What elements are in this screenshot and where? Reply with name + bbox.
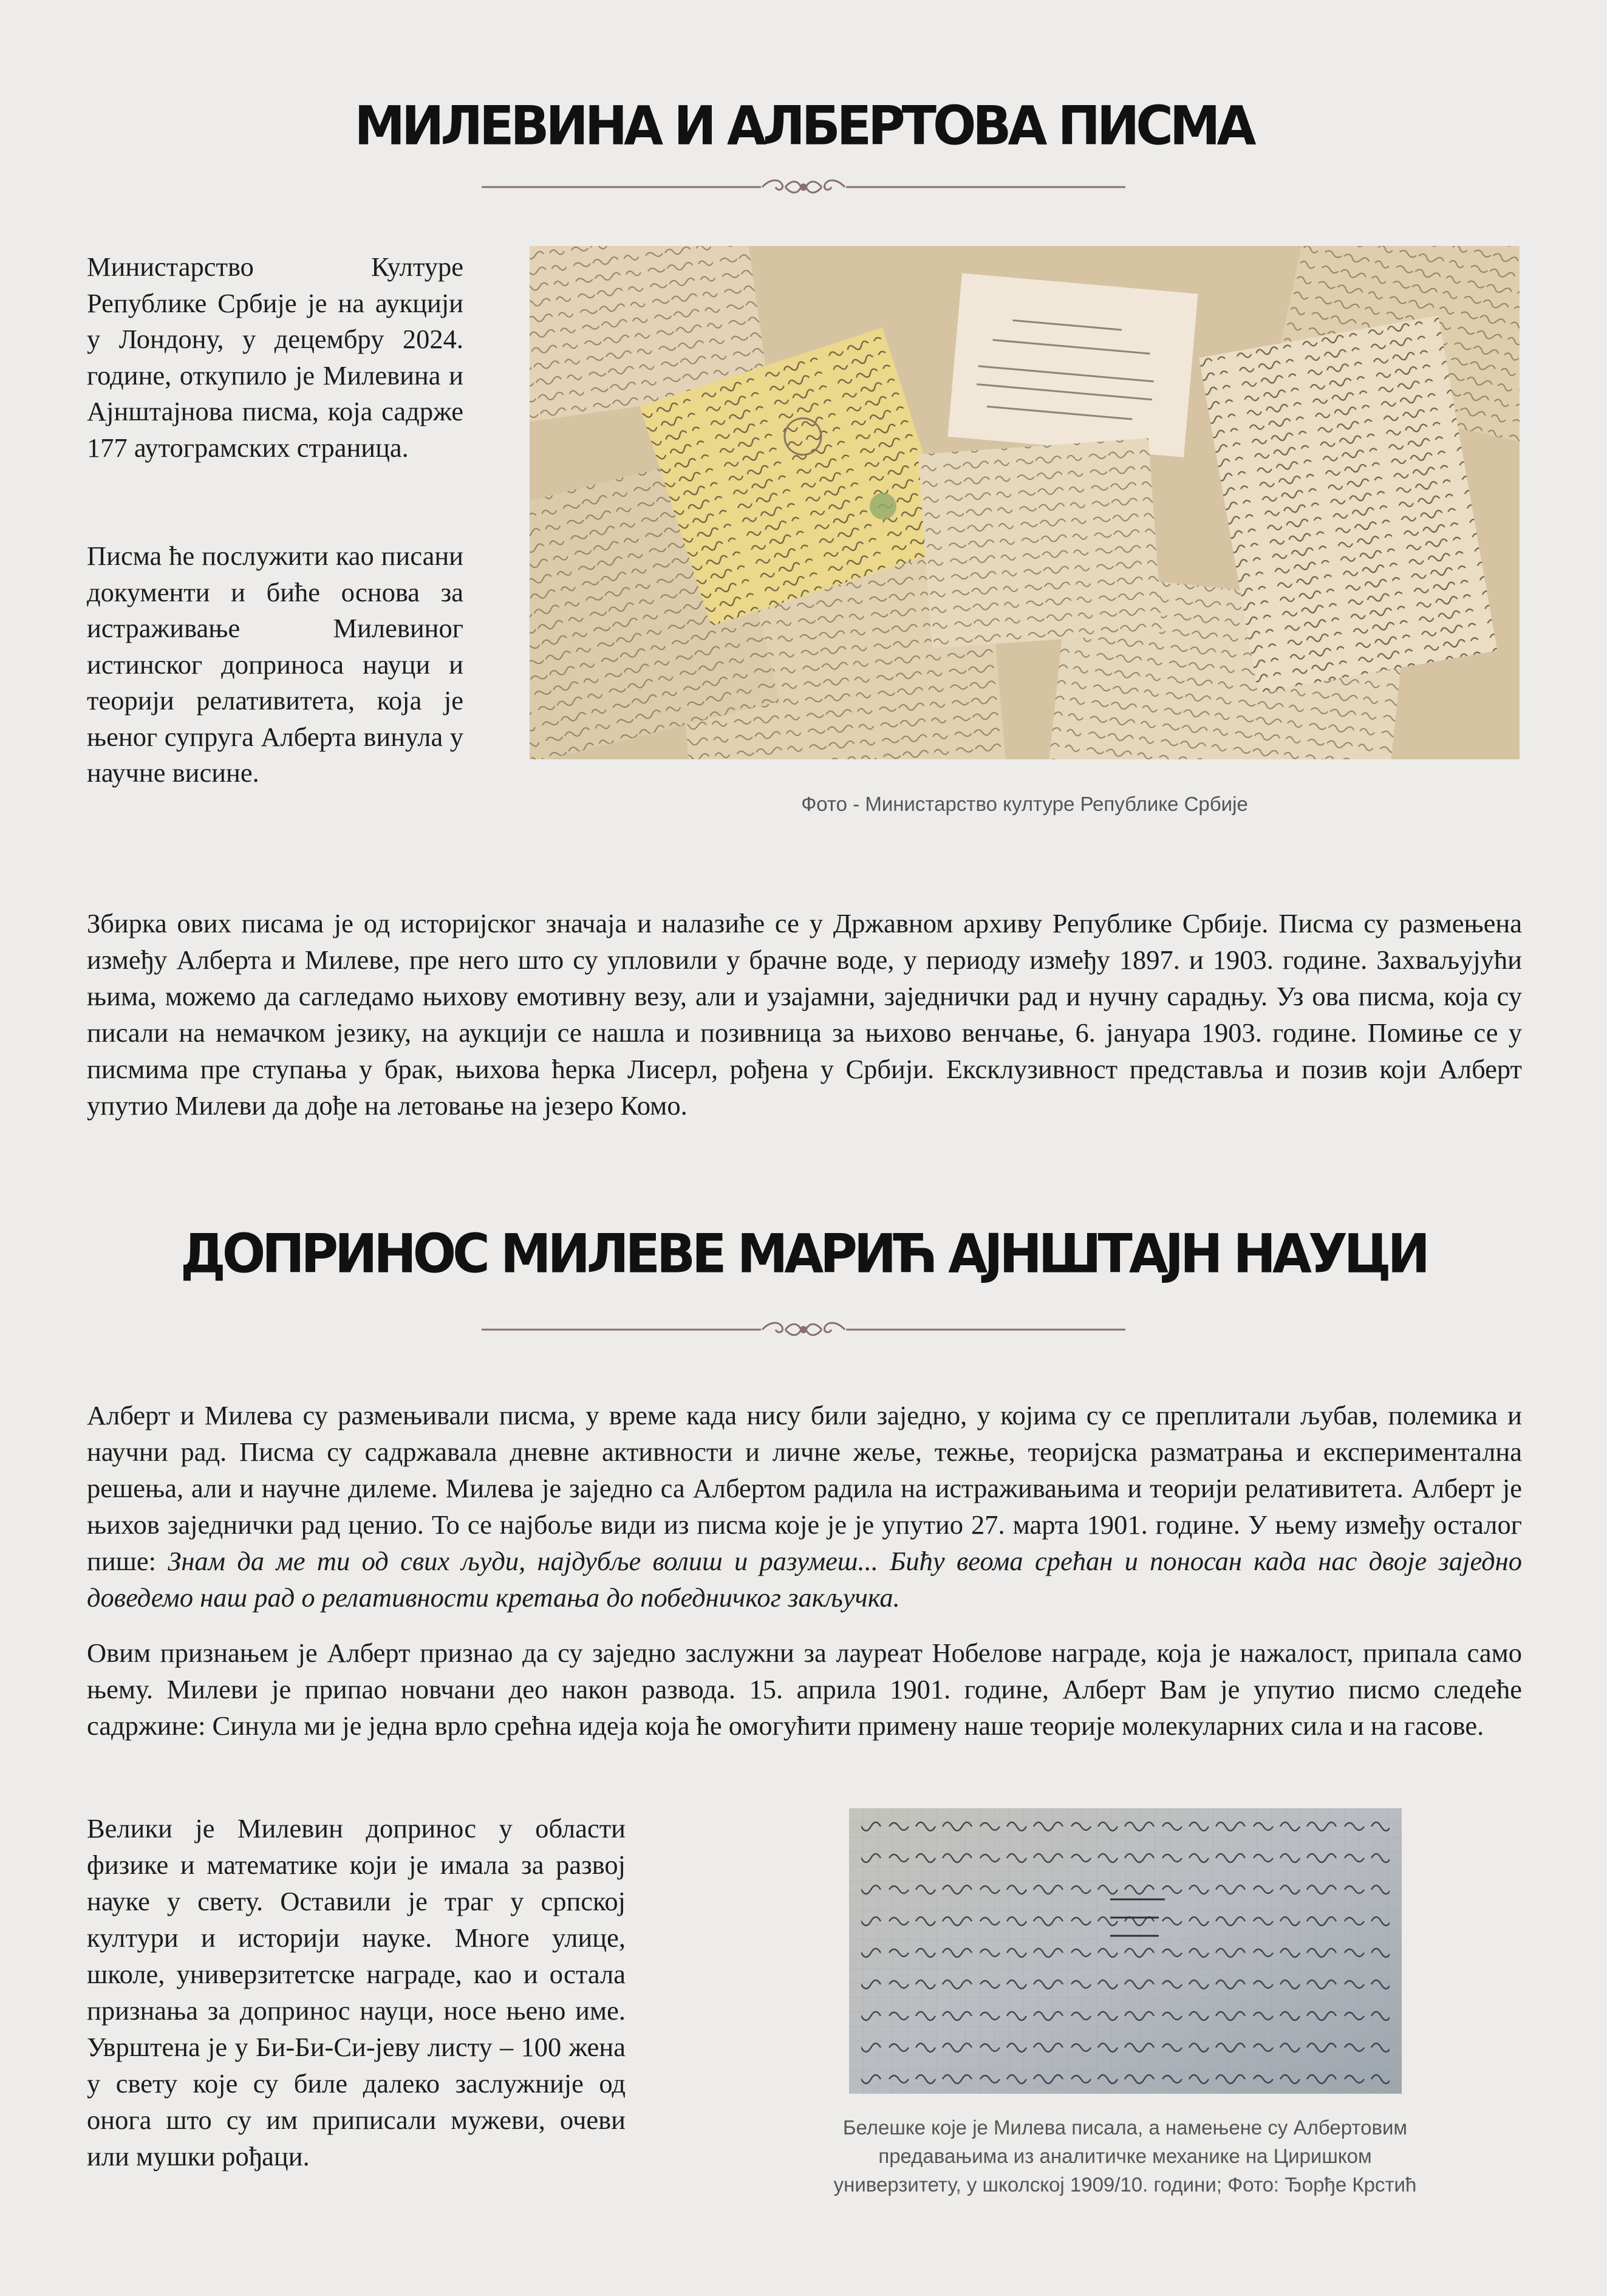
section-2-paragraph-3: Велики је Милевин допринос у области физике и математике који је имала за развој науке у свету. Оставили је траг у српској култури и историји науке. Многе улице, школе, универзитетске награде, као и остала признања за допринос науци, носе њено име. Уврштена је у Би-Би-Си-јеву листу – 100 жена у свету које су биле далеко заслужније од онога што су им приписали мужеви, очеви или мушки рођаци. bbox=[87, 1813, 626, 2171]
handwritten-notes-photo bbox=[849, 1808, 1402, 2094]
section-1-body: Збирка ових писама је од историјског значаја и налазиће се у Државном архиву Републике Србије. Писма су размењена између Алберта и Милеве, пре него што су упловили у брачне воде, у периоду између 1897. и 1903. године. Захваљујући њима, можемо да сагледамо њихову емотивну везу, али и узајамни, заједнички рад и нучну сарадњу. Уз ова писма, која су писали на немачком језику, на аукцији се нашла и позивница за њихово венчање, 6. јануара 1903. године. Помиње се у писмима пре ступања у брак, њихова ћерка Лисерл, рођена у Србији. Ексклузивност представља и позив који Алберт упутио Милеви да дође на летовање на језеро Комо. bbox=[87, 908, 1522, 1121]
intro-paragraph-1: Министарство Културе Републике Србије је на аукцији у Лондону, у децембру 2024. године, откупило је Милевина и Ајнштајнова писма, која садрже 177 аутограмских страница. bbox=[87, 251, 463, 463]
section-2-paragraph-2: Овим признањем је Алберт признао да су заједно заслужни за лауреат Нобелове награде, која је нажалост, припала само њему. Милеви је припао новчани део након развода. 15. априла 1901. године, Алберт Вам је упутио писмо следеће садржине: Синула ми је једна врло срећна идеја која ће омогућити примену наше теорије молекуларних сила и на гасове. bbox=[87, 1638, 1522, 1741]
photo-caption-1: Фото - Министарство културе Републике Србије bbox=[801, 793, 1248, 815]
ornament-divider bbox=[482, 1317, 1125, 1342]
intro-paragraph-2: Писма ће послужити као писани документи и биће основа за истраживање Милевиног истинског доприноса науци и теорији релативитета, која је њеног супруга Алберта винула у научне висине. bbox=[87, 541, 463, 788]
section-1-title: МИЛЕВИНА И АЛБЕРТОВА ПИСМА bbox=[354, 94, 1253, 157]
section-2-title: ДОПРИНОС МИЛЕВЕ МАРИЋ АЈНШТАЈН НАУЦИ bbox=[180, 1222, 1427, 1285]
section-2-paragraph-1 bbox=[87, 1397, 1522, 1616]
ornament-divider bbox=[482, 175, 1125, 199]
photo-caption-2: Белешке које је Милева писала, а намењене су Албертовим предавањима из аналитичке механике на Циришком универзитету, у школској 1909/10. години; Фото: Ђорђе Крстић bbox=[833, 2116, 1417, 2196]
paragraph-1-lead: Алберт и Милева су размењивали писма, у време када нису били заједно, у којима су се преплитали љубав, полемика и научни рад. Писма су садржавала дневне активности и личне жеље, тежње, теоријска разматрања и експериментална решења, али и научне дилеме. Милева је заједно са Албертом радила на истраживањима и теорији релативитета. Алберт је њихов заједнички рад ценио. То се најбоље види из писма које је је упутио 27. марта 1901. године. У њему између осталог пише: bbox=[87, 1400, 1522, 1576]
letters-collection-photo bbox=[530, 246, 1520, 759]
einstein-quote: Знам да ме ти од свих људи, најдубље волиш и разумеш... Бићу веома срећан и поносан када нас двоје заједно доведемо наш рад о релативности кретања до победничког закључка. bbox=[87, 1546, 1522, 1613]
